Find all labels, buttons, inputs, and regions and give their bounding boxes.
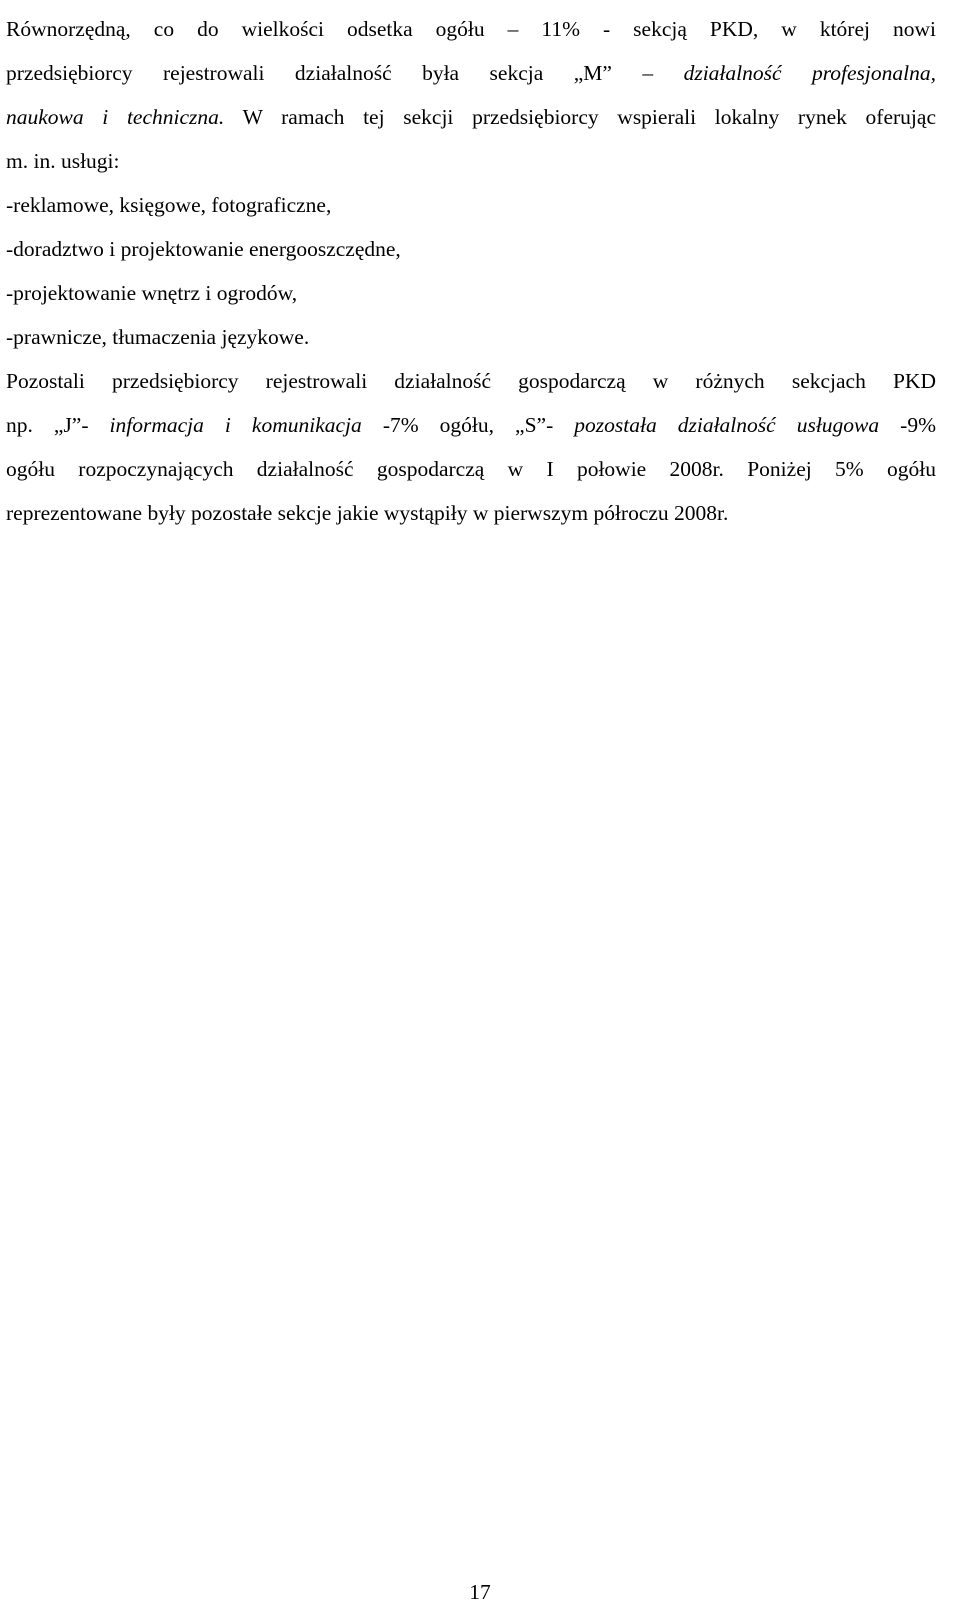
paragraph2-line2-c: -7% ogółu, „S”- xyxy=(361,413,575,437)
page-body xyxy=(6,7,936,535)
paragraph2-line2-section-j: informacja i komunikacja xyxy=(109,413,362,437)
paragraph1-line1: Równorzędną, co do wielkości odsetka ogółu – 11% - sekcją PKD, w której nowi xyxy=(6,17,936,41)
service-item: -prawnicze, tłumaczenia językowe. xyxy=(6,325,310,349)
service-item: -reklamowe, księgowe, fotograficzne, xyxy=(6,193,332,217)
paragraph1-line2-italic: działalność profesjonalna, xyxy=(683,61,936,85)
paragraph2-line2 xyxy=(6,403,936,447)
paragraph1-line2 xyxy=(6,51,936,95)
paragraph2-line3: ogółu rozpoczynających działalność gospodarczą w I połowie 2008r. Poniżej 5% ogółu xyxy=(6,457,936,481)
paragraph2-line2-e: -9% xyxy=(879,413,937,437)
paragraph1-line2-text: przedsiębiorcy rejestrowali działalność była sekcja „M” – xyxy=(6,61,684,85)
paragraph1-line3 xyxy=(6,95,936,139)
paragraph1-line3-italic: naukowa i techniczna. xyxy=(6,105,225,129)
service-item: -doradztwo i projektowanie energooszczędne, xyxy=(6,237,401,261)
paragraph2-line2-section-s: pozostała działalność usługowa xyxy=(574,413,880,437)
paragraph2-line4: reprezentowane były pozostałe sekcje jakie wystąpiły w pierwszym półroczu 2008r. xyxy=(6,501,729,525)
paragraph1-line3-text: W ramach tej sekcji przedsiębiorcy wspierali lokalny rynek oferując xyxy=(224,105,936,129)
service-item: -projektowanie wnętrz i ogrodów, xyxy=(6,281,298,305)
paragraph1-line4: m. in. usługi: xyxy=(6,149,120,173)
paragraph2-line2-a: np. „J”- xyxy=(6,413,110,437)
page-number: 17 xyxy=(469,1580,491,1604)
paragraph2-line1: Pozostali przedsiębiorcy rejestrowali działalność gospodarczą w różnych sekcjach PKD xyxy=(6,369,936,393)
